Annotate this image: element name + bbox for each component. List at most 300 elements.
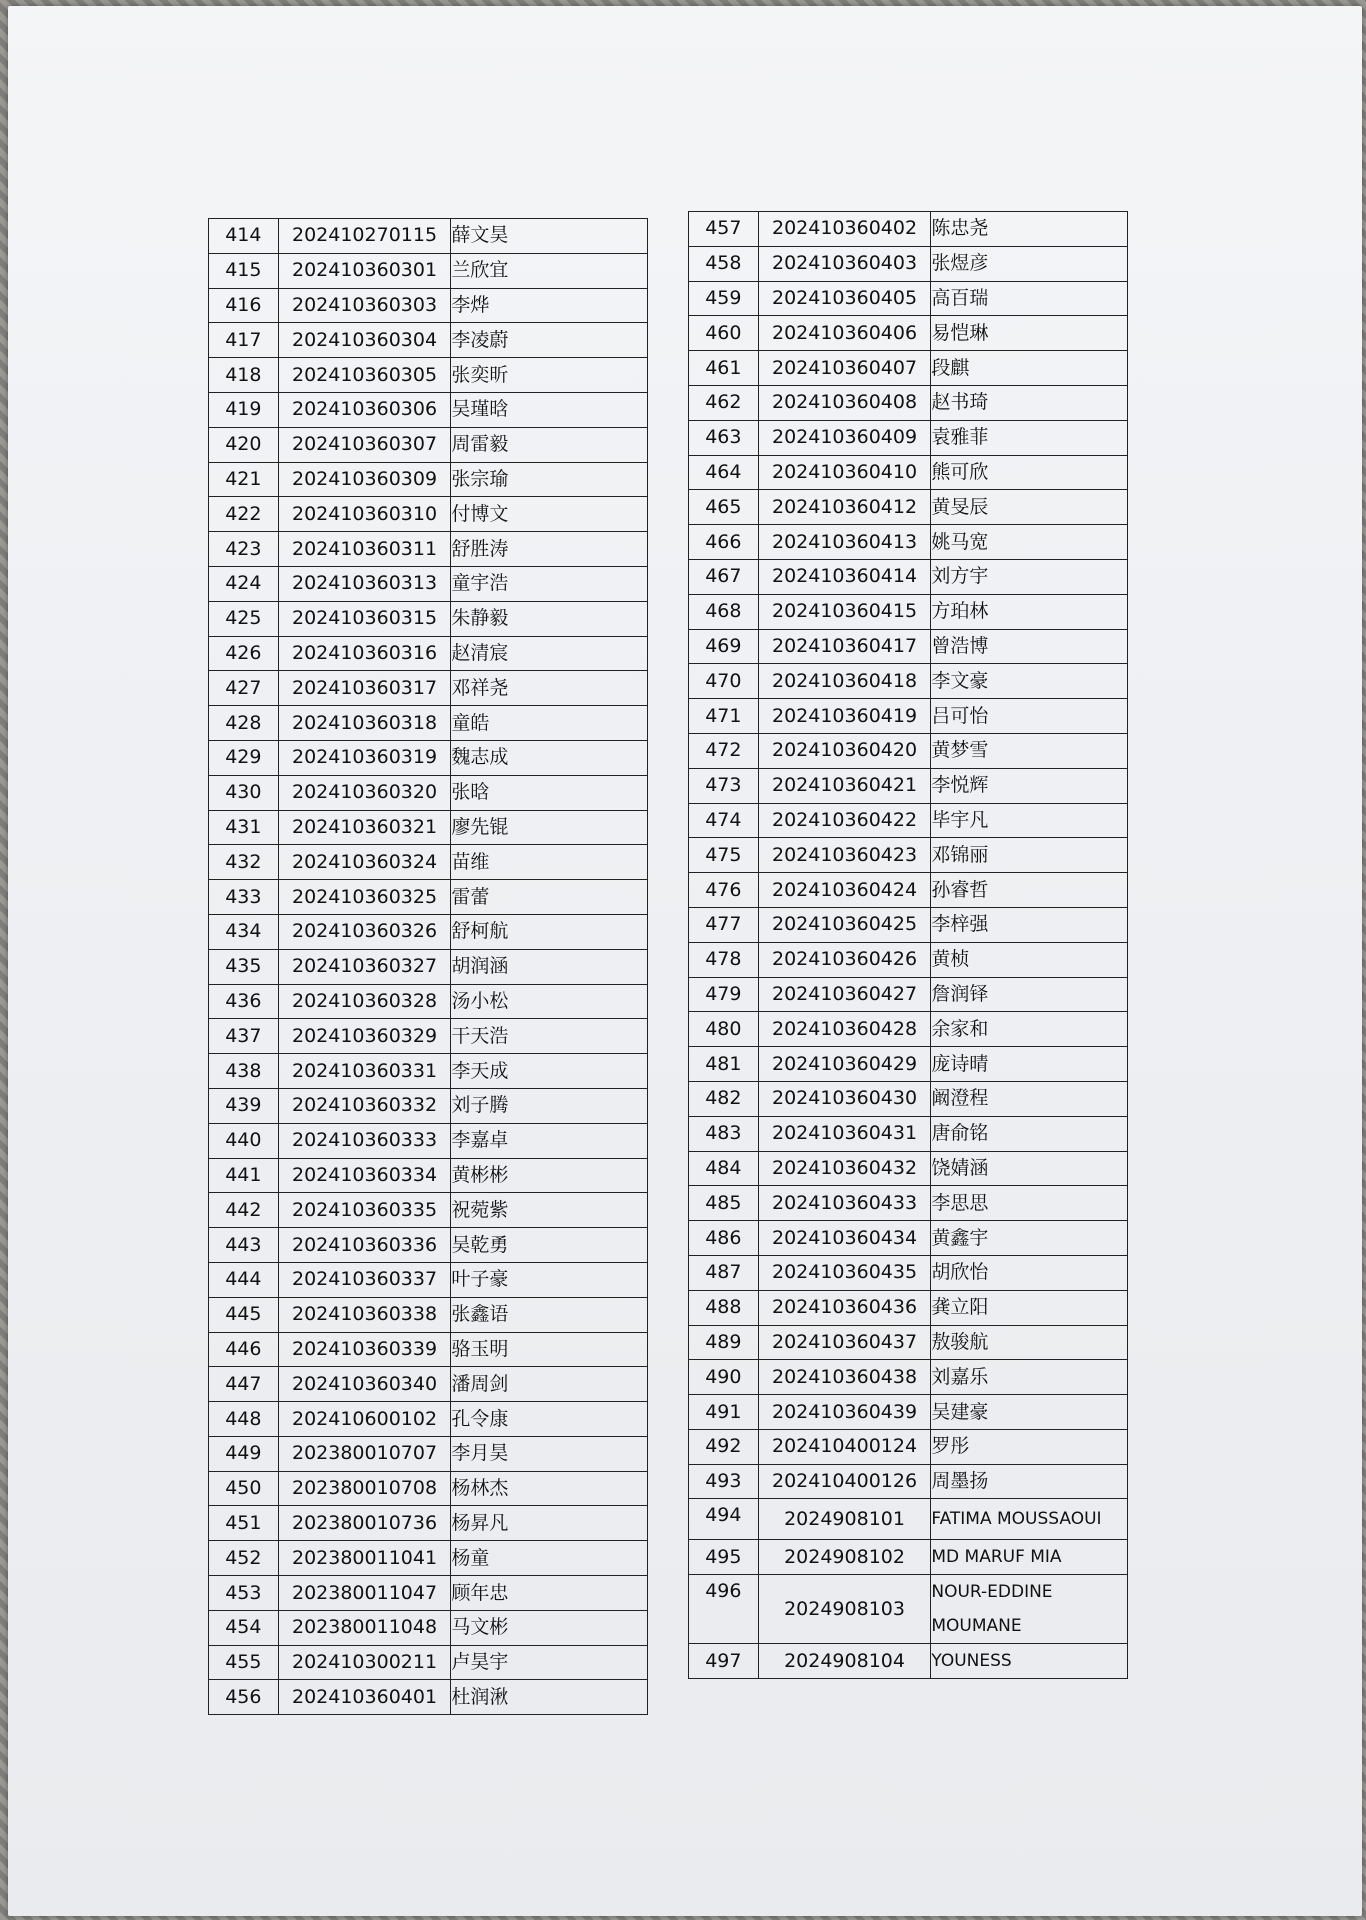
table-row xyxy=(689,1186,1128,1221)
row-number-cell: 422 xyxy=(209,497,279,532)
student-name-cell: 李烨 xyxy=(451,288,648,323)
row-number-cell: 467 xyxy=(689,559,759,594)
student-id-cell: 202410360329 xyxy=(278,1019,451,1054)
row-number-cell: 464 xyxy=(689,455,759,490)
student-name-cell: 毕宇凡 xyxy=(931,803,1128,838)
student-id-cell: 202410360425 xyxy=(758,907,931,942)
row-number-cell: 478 xyxy=(689,942,759,977)
student-id-cell: 202410600102 xyxy=(278,1402,451,1437)
student-name-cell: 童皓 xyxy=(451,706,648,741)
student-id-cell: 202410360439 xyxy=(758,1395,931,1430)
student-name-cell: 童宇浩 xyxy=(451,566,648,601)
row-number-cell: 439 xyxy=(209,1088,279,1123)
row-number-cell: 415 xyxy=(209,253,279,288)
student-id-cell: 202410360316 xyxy=(278,636,451,671)
student-id-cell: 202410400124 xyxy=(758,1429,931,1464)
row-number-cell: 466 xyxy=(689,525,759,560)
row-number-cell: 418 xyxy=(209,358,279,393)
table-row xyxy=(689,768,1128,803)
student-name-cell: 黄鑫宇 xyxy=(931,1221,1128,1256)
table-row xyxy=(689,1081,1128,1116)
table-row xyxy=(209,288,648,323)
student-name-cell: 周墨扬 xyxy=(931,1464,1128,1499)
student-id-cell: 202410360335 xyxy=(278,1193,451,1228)
roster-table-right-body xyxy=(689,212,1128,1679)
student-id-cell: 202410360435 xyxy=(758,1255,931,1290)
row-number-cell: 445 xyxy=(209,1297,279,1332)
student-id-cell: 202410360414 xyxy=(758,559,931,594)
student-id-cell: 202410360415 xyxy=(758,594,931,629)
row-number-cell: 472 xyxy=(689,733,759,768)
row-number-cell: 420 xyxy=(209,427,279,462)
row-number-cell: 455 xyxy=(209,1645,279,1680)
student-name-cell: 黄梦雪 xyxy=(931,733,1128,768)
student-name-cell: 朱静毅 xyxy=(451,601,648,636)
table-row xyxy=(209,462,648,497)
student-id-cell: 2024908104 xyxy=(758,1644,931,1679)
row-number-cell: 424 xyxy=(209,566,279,601)
row-number-cell: 454 xyxy=(209,1610,279,1645)
row-number-cell: 468 xyxy=(689,594,759,629)
table-row xyxy=(209,358,648,393)
table-row xyxy=(689,1221,1128,1256)
student-id-cell: 202410360301 xyxy=(278,253,451,288)
table-row xyxy=(209,810,648,845)
table-row xyxy=(209,914,648,949)
table-row xyxy=(209,1680,648,1715)
student-name-cell: 雷蕾 xyxy=(451,880,648,915)
table-row xyxy=(209,566,648,601)
student-name-cell: 易恺琳 xyxy=(931,316,1128,351)
student-id-cell: 202410360420 xyxy=(758,733,931,768)
student-name-cell: 骆玉明 xyxy=(451,1332,648,1367)
student-id-cell: 2024908101 xyxy=(758,1499,931,1540)
student-name-cell: 胡润涵 xyxy=(451,949,648,984)
student-name-cell: 薛文昊 xyxy=(451,219,648,254)
table-row xyxy=(209,427,648,462)
student-name-cell: 李文豪 xyxy=(931,664,1128,699)
student-id-cell: 202410360311 xyxy=(278,532,451,567)
student-name-cell: 祝菀紫 xyxy=(451,1193,648,1228)
student-name-cell: 熊可欣 xyxy=(931,455,1128,490)
table-row xyxy=(689,803,1128,838)
student-name-cell: 刘子腾 xyxy=(451,1088,648,1123)
row-number-cell: 495 xyxy=(689,1540,759,1575)
student-name-cell: 刘嘉乐 xyxy=(931,1360,1128,1395)
student-id-cell: 202410360434 xyxy=(758,1221,931,1256)
student-name-cell: 高百瑞 xyxy=(931,281,1128,316)
row-number-cell: 419 xyxy=(209,392,279,427)
row-number-cell: 436 xyxy=(209,984,279,1019)
table-row xyxy=(689,1047,1128,1082)
student-name-cell: 赵书琦 xyxy=(931,385,1128,420)
table-row xyxy=(689,664,1128,699)
row-number-cell: 485 xyxy=(689,1186,759,1221)
student-id-cell: 202410360334 xyxy=(278,1158,451,1193)
student-name-cell: 叶子豪 xyxy=(451,1262,648,1297)
row-number-cell: 451 xyxy=(209,1506,279,1541)
row-number-cell: 450 xyxy=(209,1471,279,1506)
row-number-cell: 421 xyxy=(209,462,279,497)
student-id-cell: 202410360337 xyxy=(278,1262,451,1297)
student-id-cell: 202380010708 xyxy=(278,1471,451,1506)
student-id-cell: 202410360429 xyxy=(758,1047,931,1082)
student-name-cell: 孙睿哲 xyxy=(931,873,1128,908)
student-name-cell: 余家和 xyxy=(931,1012,1128,1047)
student-name-cell: 李天成 xyxy=(451,1054,648,1089)
table-row xyxy=(689,1644,1128,1679)
student-name-cell: 刘方宇 xyxy=(931,559,1128,594)
table-row xyxy=(209,601,648,636)
student-name-cell: 李月昊 xyxy=(451,1436,648,1471)
student-id-cell: 202410360326 xyxy=(278,914,451,949)
student-id-cell: 202410360412 xyxy=(758,490,931,525)
student-name-cell: 魏志成 xyxy=(451,740,648,775)
row-number-cell: 423 xyxy=(209,532,279,567)
table-row xyxy=(689,629,1128,664)
student-id-cell: 202410360406 xyxy=(758,316,931,351)
roster-table-left xyxy=(208,218,648,1715)
row-number-cell: 476 xyxy=(689,873,759,908)
student-id-cell: 202410360331 xyxy=(278,1054,451,1089)
student-id-cell: 202410360421 xyxy=(758,768,931,803)
student-id-cell: 202410360340 xyxy=(278,1367,451,1402)
student-id-cell: 202410360418 xyxy=(758,664,931,699)
table-row xyxy=(689,212,1128,247)
student-name-cell: 黄旻辰 xyxy=(931,490,1128,525)
student-id-cell: 202410360325 xyxy=(278,880,451,915)
student-id-cell: 202410360426 xyxy=(758,942,931,977)
table-row xyxy=(689,733,1128,768)
table-row xyxy=(209,1436,648,1471)
row-number-cell: 417 xyxy=(209,323,279,358)
table-row xyxy=(209,1054,648,1089)
table-row xyxy=(209,1123,648,1158)
student-id-cell: 202410360408 xyxy=(758,385,931,420)
row-number-cell: 447 xyxy=(209,1367,279,1402)
student-name-cell: 李思思 xyxy=(931,1186,1128,1221)
student-id-cell: 202410360403 xyxy=(758,246,931,281)
table-row xyxy=(209,984,648,1019)
row-number-cell: 449 xyxy=(209,1436,279,1471)
student-name-cell: 杨林杰 xyxy=(451,1471,648,1506)
student-id-cell: 202410360402 xyxy=(758,212,931,247)
row-number-cell: 475 xyxy=(689,838,759,873)
student-name-cell: MD MARUF MIA xyxy=(931,1540,1128,1575)
row-number-cell: 448 xyxy=(209,1402,279,1437)
student-name-cell: 杨童 xyxy=(451,1541,648,1576)
student-name-cell: 姚马宽 xyxy=(931,525,1128,560)
student-name-cell: 李嘉卓 xyxy=(451,1123,648,1158)
student-id-cell: 202410270115 xyxy=(278,219,451,254)
row-number-cell: 446 xyxy=(209,1332,279,1367)
row-number-cell: 456 xyxy=(209,1680,279,1715)
student-name-cell: 张鑫语 xyxy=(451,1297,648,1332)
student-id-cell: 202410360438 xyxy=(758,1360,931,1395)
row-number-cell: 474 xyxy=(689,803,759,838)
table-row xyxy=(209,1645,648,1680)
row-number-cell: 469 xyxy=(689,629,759,664)
student-name-cell: 潘周剑 xyxy=(451,1367,648,1402)
student-name-cell: 胡欣怡 xyxy=(931,1255,1128,1290)
table-row xyxy=(689,525,1128,560)
student-id-cell: 202410360428 xyxy=(758,1012,931,1047)
student-id-cell: 202380011041 xyxy=(278,1541,451,1576)
table-row xyxy=(689,316,1128,351)
student-id-cell: 202410360309 xyxy=(278,462,451,497)
table-row xyxy=(689,907,1128,942)
row-number-cell: 489 xyxy=(689,1325,759,1360)
student-name-cell: 黄桢 xyxy=(931,942,1128,977)
table-row xyxy=(209,253,648,288)
table-row xyxy=(689,1429,1128,1464)
table-row xyxy=(689,1575,1128,1644)
row-number-cell: 427 xyxy=(209,671,279,706)
table-row xyxy=(689,1540,1128,1575)
student-name-cell: FATIMA MOUSSAOUI xyxy=(931,1499,1128,1540)
row-number-cell: 462 xyxy=(689,385,759,420)
table-row xyxy=(209,1228,648,1263)
student-id-cell: 202410360417 xyxy=(758,629,931,664)
row-number-cell: 429 xyxy=(209,740,279,775)
row-number-cell: 434 xyxy=(209,914,279,949)
row-number-cell: 460 xyxy=(689,316,759,351)
row-number-cell: 459 xyxy=(689,281,759,316)
student-name-cell: 舒胜涛 xyxy=(451,532,648,567)
student-name-cell: 孔令康 xyxy=(451,1402,648,1437)
student-id-cell: 202410360422 xyxy=(758,803,931,838)
table-row xyxy=(209,1402,648,1437)
student-name-cell: 敖骏航 xyxy=(931,1325,1128,1360)
table-row xyxy=(209,497,648,532)
row-number-cell: 496 xyxy=(689,1575,759,1644)
table-row xyxy=(209,1471,648,1506)
table-row xyxy=(689,490,1128,525)
student-name-cell: 付博文 xyxy=(451,497,648,532)
row-number-cell: 433 xyxy=(209,880,279,915)
student-id-cell: 202410360401 xyxy=(278,1680,451,1715)
roster-table-left-body xyxy=(209,219,648,1715)
table-row xyxy=(689,942,1128,977)
student-id-cell: 202410360320 xyxy=(278,775,451,810)
student-id-cell: 202410360328 xyxy=(278,984,451,1019)
row-number-cell: 430 xyxy=(209,775,279,810)
student-id-cell: 202410360432 xyxy=(758,1151,931,1186)
table-row xyxy=(209,1576,648,1611)
student-name-cell: 邓祥尧 xyxy=(451,671,648,706)
row-number-cell: 432 xyxy=(209,845,279,880)
student-name-cell: 龚立阳 xyxy=(931,1290,1128,1325)
table-row xyxy=(209,740,648,775)
student-name-cell: 吴乾勇 xyxy=(451,1228,648,1263)
student-id-cell: 202410360431 xyxy=(758,1116,931,1151)
student-name-cell: 袁雅菲 xyxy=(931,420,1128,455)
student-id-cell: 2024908102 xyxy=(758,1540,931,1575)
table-row xyxy=(209,880,648,915)
student-name-cell: 陈忠尧 xyxy=(931,212,1128,247)
student-id-cell: 202410360424 xyxy=(758,873,931,908)
student-id-cell: 202410360305 xyxy=(278,358,451,393)
student-name-cell: 段麒 xyxy=(931,351,1128,386)
table-row xyxy=(209,1158,648,1193)
table-row xyxy=(689,559,1128,594)
row-number-cell: 453 xyxy=(209,1576,279,1611)
student-name-cell: 张奕昕 xyxy=(451,358,648,393)
student-name-cell: 廖先锟 xyxy=(451,810,648,845)
row-number-cell: 461 xyxy=(689,351,759,386)
student-name-cell: 邓锦丽 xyxy=(931,838,1128,873)
row-number-cell: 486 xyxy=(689,1221,759,1256)
row-number-cell: 482 xyxy=(689,1081,759,1116)
row-number-cell: 480 xyxy=(689,1012,759,1047)
row-number-cell: 490 xyxy=(689,1360,759,1395)
student-name-cell: 兰欣宜 xyxy=(451,253,648,288)
roster-table-right xyxy=(688,211,1128,1679)
table-row xyxy=(689,873,1128,908)
student-name-cell: 舒柯航 xyxy=(451,914,648,949)
row-number-cell: 452 xyxy=(209,1541,279,1576)
student-name-cell: 卢昊宇 xyxy=(451,1645,648,1680)
row-number-cell: 492 xyxy=(689,1429,759,1464)
row-number-cell: 488 xyxy=(689,1290,759,1325)
row-number-cell: 481 xyxy=(689,1047,759,1082)
row-number-cell: 425 xyxy=(209,601,279,636)
table-row xyxy=(209,219,648,254)
student-name-cell: 庞诗晴 xyxy=(931,1047,1128,1082)
student-id-cell: 202410360304 xyxy=(278,323,451,358)
row-number-cell: 416 xyxy=(209,288,279,323)
student-id-cell: 202410360405 xyxy=(758,281,931,316)
table-row xyxy=(209,1541,648,1576)
student-name-cell: 詹润铎 xyxy=(931,977,1128,1012)
table-row xyxy=(209,1262,648,1297)
table-row xyxy=(689,281,1128,316)
student-id-cell: 202380010707 xyxy=(278,1436,451,1471)
student-name-cell: 苗维 xyxy=(451,845,648,880)
student-id-cell: 202410360419 xyxy=(758,699,931,734)
table-row xyxy=(689,246,1128,281)
student-name-cell: 阚澄程 xyxy=(931,1081,1128,1116)
row-number-cell: 470 xyxy=(689,664,759,699)
row-number-cell: 428 xyxy=(209,706,279,741)
row-number-cell: 437 xyxy=(209,1019,279,1054)
student-id-cell: 202410360423 xyxy=(758,838,931,873)
student-id-cell: 202410360319 xyxy=(278,740,451,775)
student-name-cell: 李悦辉 xyxy=(931,768,1128,803)
student-id-cell: 202410300211 xyxy=(278,1645,451,1680)
table-row xyxy=(689,455,1128,490)
student-name-cell: 吴瑾晗 xyxy=(451,392,648,427)
student-id-cell: 202410360306 xyxy=(278,392,451,427)
student-id-cell: 202410400126 xyxy=(758,1464,931,1499)
table-row xyxy=(689,699,1128,734)
student-name-cell: 杜润湫 xyxy=(451,1680,648,1715)
table-row xyxy=(689,1151,1128,1186)
student-name-cell: 曾浩博 xyxy=(931,629,1128,664)
student-name-cell: 黄彬彬 xyxy=(451,1158,648,1193)
student-id-cell: 202410360336 xyxy=(278,1228,451,1263)
student-name-cell: NOUR-EDDINE MOUMANE xyxy=(931,1575,1128,1644)
row-number-cell: 458 xyxy=(689,246,759,281)
student-name-cell: 赵清宸 xyxy=(451,636,648,671)
student-id-cell: 202410360333 xyxy=(278,1123,451,1158)
row-number-cell: 471 xyxy=(689,699,759,734)
table-row xyxy=(209,1506,648,1541)
student-name-cell: 李梓强 xyxy=(931,907,1128,942)
table-row xyxy=(209,392,648,427)
student-name-cell: 方珀林 xyxy=(931,594,1128,629)
student-name-cell: 罗彤 xyxy=(931,1429,1128,1464)
student-name-cell: 张煜彦 xyxy=(931,246,1128,281)
row-number-cell: 465 xyxy=(689,490,759,525)
row-number-cell: 435 xyxy=(209,949,279,984)
student-name-cell: 吕可怡 xyxy=(931,699,1128,734)
student-name-cell: 唐俞铭 xyxy=(931,1116,1128,1151)
student-id-cell: 202410360409 xyxy=(758,420,931,455)
student-name-cell: 张宗瑜 xyxy=(451,462,648,497)
student-id-cell: 2024908103 xyxy=(758,1575,931,1644)
table-row xyxy=(209,845,648,880)
student-id-cell: 202380010736 xyxy=(278,1506,451,1541)
student-name-cell: 汤小松 xyxy=(451,984,648,1019)
table-row xyxy=(209,949,648,984)
student-id-cell: 202410360321 xyxy=(278,810,451,845)
student-id-cell: 202380011048 xyxy=(278,1610,451,1645)
row-number-cell: 473 xyxy=(689,768,759,803)
row-number-cell: 414 xyxy=(209,219,279,254)
student-name-cell: 马文彬 xyxy=(451,1610,648,1645)
row-number-cell: 426 xyxy=(209,636,279,671)
table-row xyxy=(209,1193,648,1228)
table-row xyxy=(689,1325,1128,1360)
row-number-cell: 491 xyxy=(689,1395,759,1430)
table-row xyxy=(689,1499,1128,1540)
row-number-cell: 431 xyxy=(209,810,279,845)
table-row xyxy=(209,636,648,671)
student-name-cell: 李凌蔚 xyxy=(451,323,648,358)
row-number-cell: 443 xyxy=(209,1228,279,1263)
table-row xyxy=(689,420,1128,455)
table-row xyxy=(689,1012,1128,1047)
student-name-cell: YOUNESS xyxy=(931,1644,1128,1679)
row-number-cell: 457 xyxy=(689,212,759,247)
student-id-cell: 202410360313 xyxy=(278,566,451,601)
table-row xyxy=(689,351,1128,386)
row-number-cell: 487 xyxy=(689,1255,759,1290)
student-name-cell: 吴建豪 xyxy=(931,1395,1128,1430)
student-id-cell: 202410360407 xyxy=(758,351,931,386)
table-row xyxy=(209,1297,648,1332)
table-row xyxy=(209,323,648,358)
student-id-cell: 202410360410 xyxy=(758,455,931,490)
student-id-cell: 202410360427 xyxy=(758,977,931,1012)
row-number-cell: 484 xyxy=(689,1151,759,1186)
student-name-cell: 周雷毅 xyxy=(451,427,648,462)
row-number-cell: 483 xyxy=(689,1116,759,1151)
table-row xyxy=(689,1290,1128,1325)
table-row xyxy=(209,671,648,706)
student-id-cell: 202410360437 xyxy=(758,1325,931,1360)
table-row xyxy=(209,1088,648,1123)
student-name-cell: 饶婧涵 xyxy=(931,1151,1128,1186)
row-number-cell: 479 xyxy=(689,977,759,1012)
student-id-cell: 202410360433 xyxy=(758,1186,931,1221)
student-id-cell: 202410360315 xyxy=(278,601,451,636)
row-number-cell: 441 xyxy=(209,1158,279,1193)
table-row xyxy=(689,1464,1128,1499)
student-id-cell: 202410360327 xyxy=(278,949,451,984)
table-row xyxy=(689,1116,1128,1151)
